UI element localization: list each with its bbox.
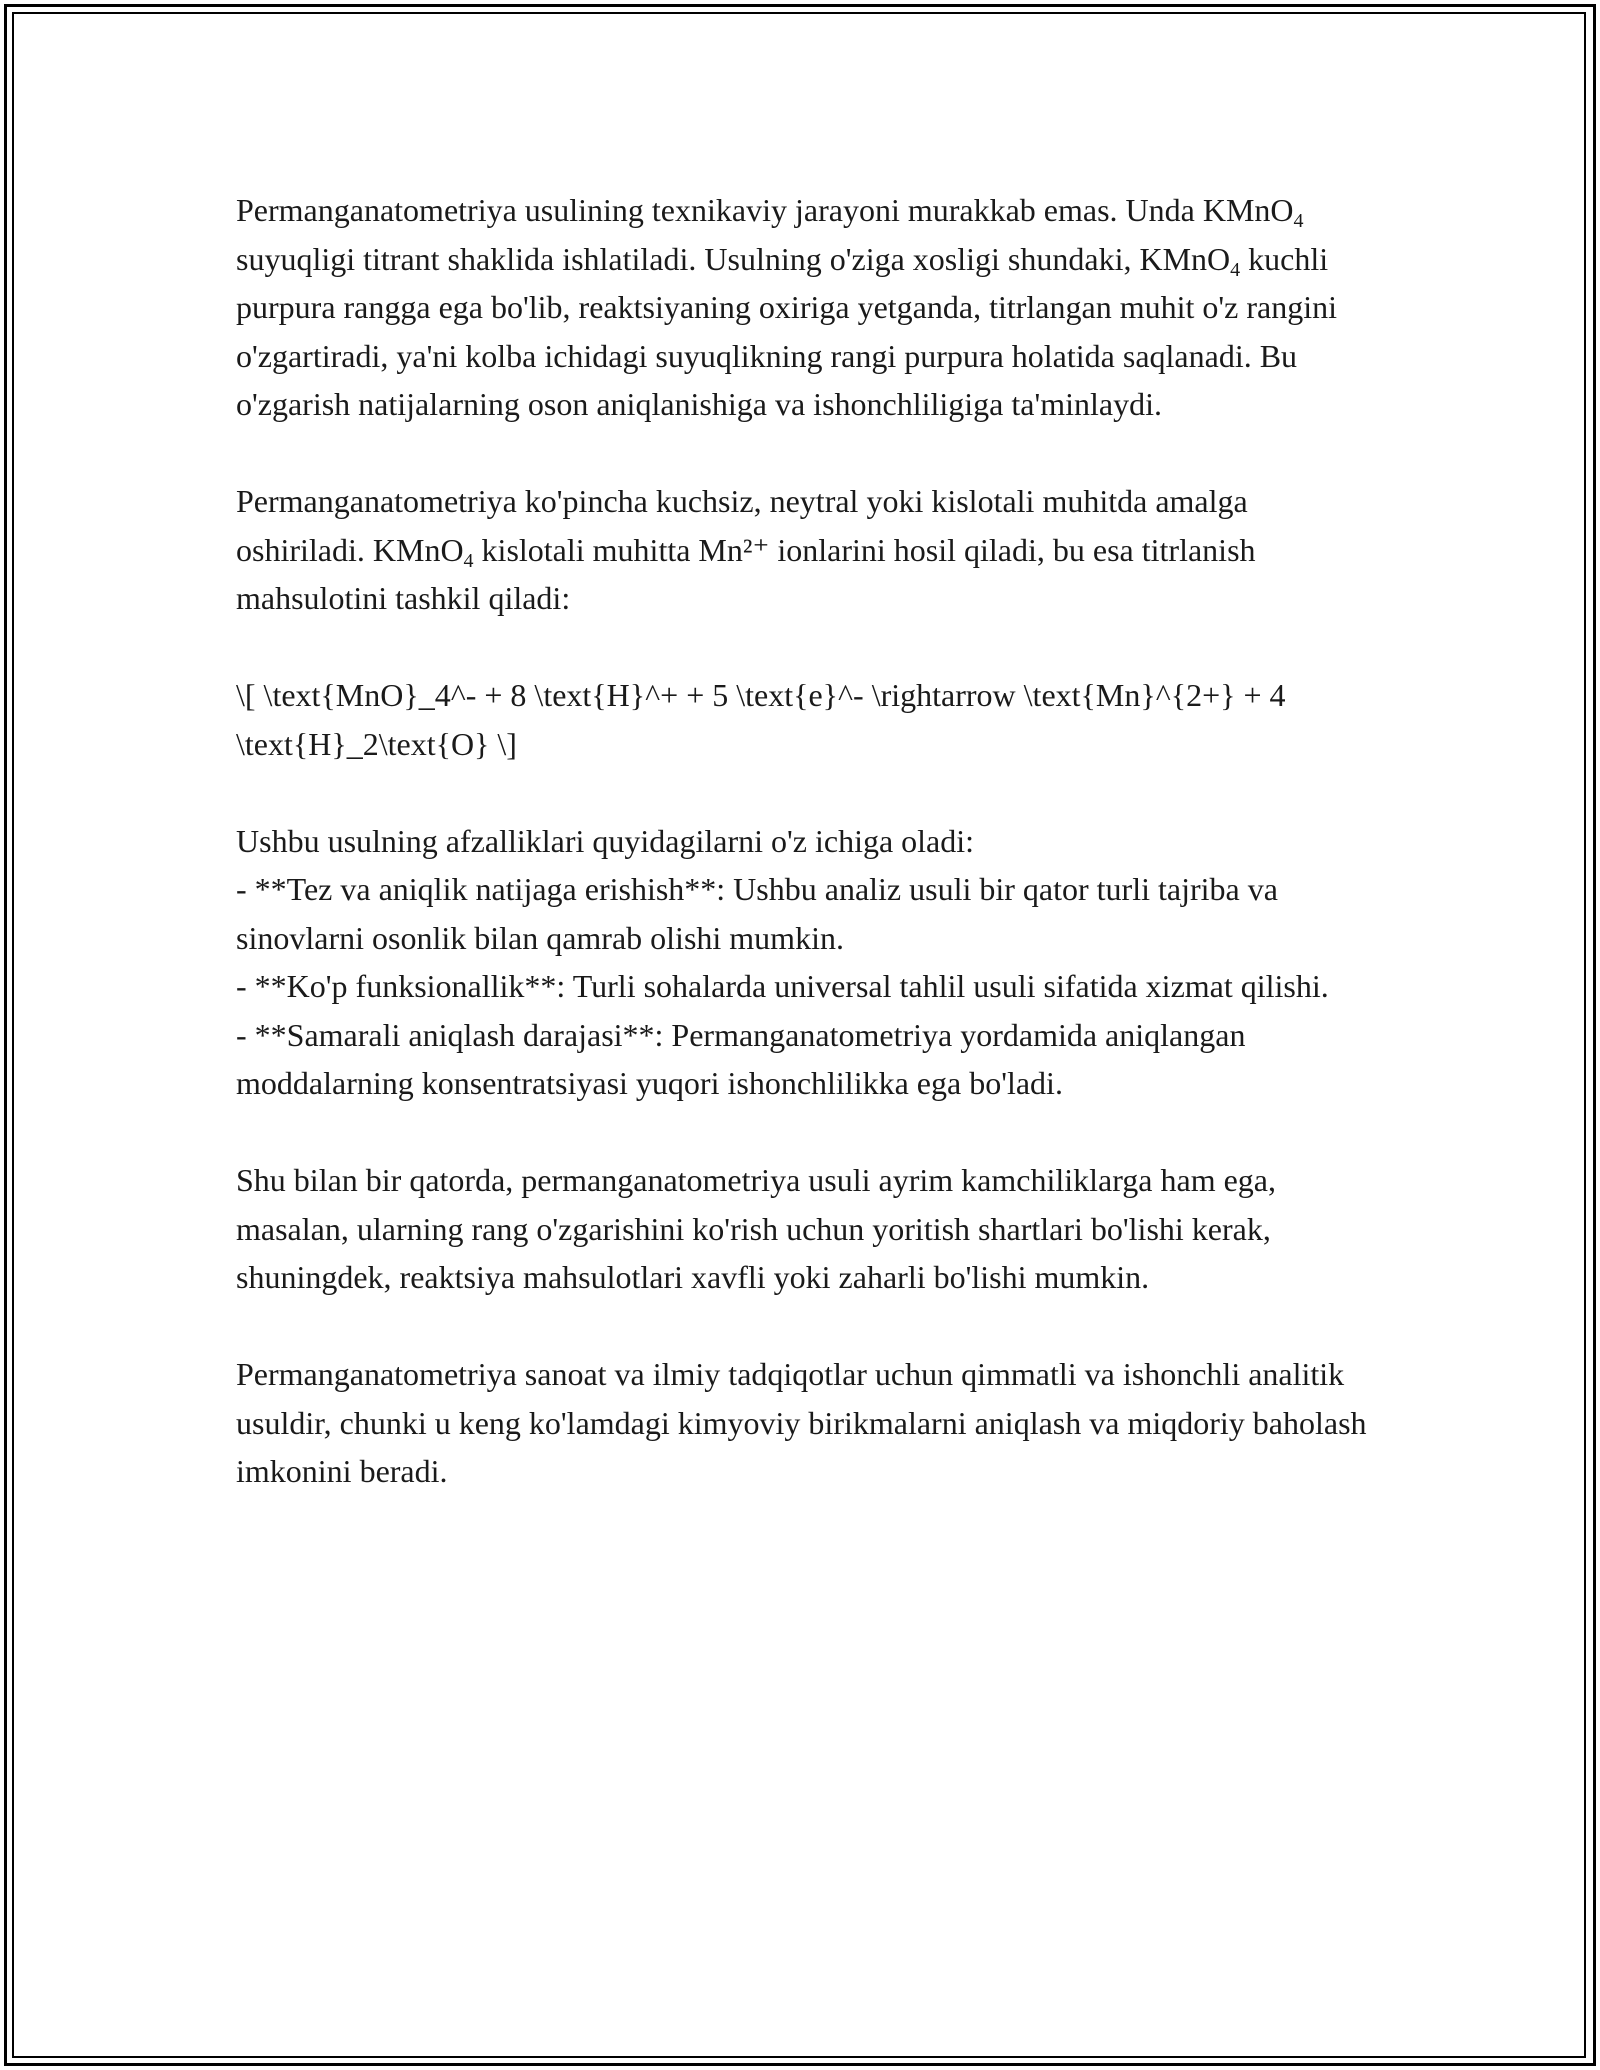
paragraph-drawbacks: Shu bilan bir qatorda, permanganatometriya usuli ayrim kamchiliklarga ham ega, masalan, ularning rang o'zgarishini ko'rish uchun yoritish shartlari bo'lishi kerak, shuningdek, reaktsiya mahsulotlari xavfli yoki zaharli bo'lishi mumkin. [236,1162,1276,1295]
subscript: 4 [1230,258,1241,281]
paragraph-medium: Permanganatometriya ko'pincha kuchsiz, neytral yoki kislotali muhitda amalga oshiriladi. KMnO$_4$ kislotali muhitta Mn²⁺ ionlarini hosil qiladi, bu esa titrlanish mahsulotini tashkil qiladi: [236,483,1256,616]
advantage-item: - **Samarali aniqlash darajasi**: Permanganatometriya yordamida aniqlangan moddalarning konsentratsiyasi yuqori ishonchlilikka ega bo'ladi. [236,1016,1246,1101]
advantage-item: - **Ko'p funksionallik**: Turli sohalarda universal tahlil usuli sifatida xizmat qilishi. [236,968,1329,1004]
advantages-intro: Ushbu usulning afzalliklari quyidagilarni o'z ichiga oladi: [236,822,975,859]
subscript: 4 [1293,210,1304,232]
equation-text: \[ \text{MnO}_4^- + 8 \text{H}^+ + 5 \text{e}^- \rightarrow \text{Mn}^{2+} + 4 \text{H}_2\text{O} \] [236,677,1286,762]
paragraph-intro: Permanganatometriya usulining texnikaviy jarayoni murakkab emas. Unda KMnO$_4$ suyuqligi titrant shaklida ishlatiladi. Usulning o'ziga xosligi shundaki, KMnO$_4$ kuchli purpura rangga ega bo'lib, reaktsiyaning oxiriga yetganda, titrlangan muhit o'z rangini o'zgartiradi, ya'ni kolba ichidagi suyuqlikning rangi purpura holatida saqlanadi. Bu o'zgarish natijalarning oson aniqlanishiga va ishonchliligiga ta'minlaydi. [236,192,1337,422]
advantage-item: - **Tez va aniqlik natijaga erishish**: Ushbu analiz usuli bir qator turli tajriba va sinovlarni osonlik bilan qamrab olishi mumkin. [236,871,1278,956]
paragraph-conclusion: Permanganatometriya sanoat va ilmiy tadqiqotlar uchun qimmatli va ishonchli analitik usuldir, chunki u keng ko'lamdagi kimyoviy birikmalarni aniqlash va miqdoriy baholash imkonini beradi. [236,1356,1367,1489]
document-body [236,186,1376,1496]
subscript: 4 [463,549,474,572]
